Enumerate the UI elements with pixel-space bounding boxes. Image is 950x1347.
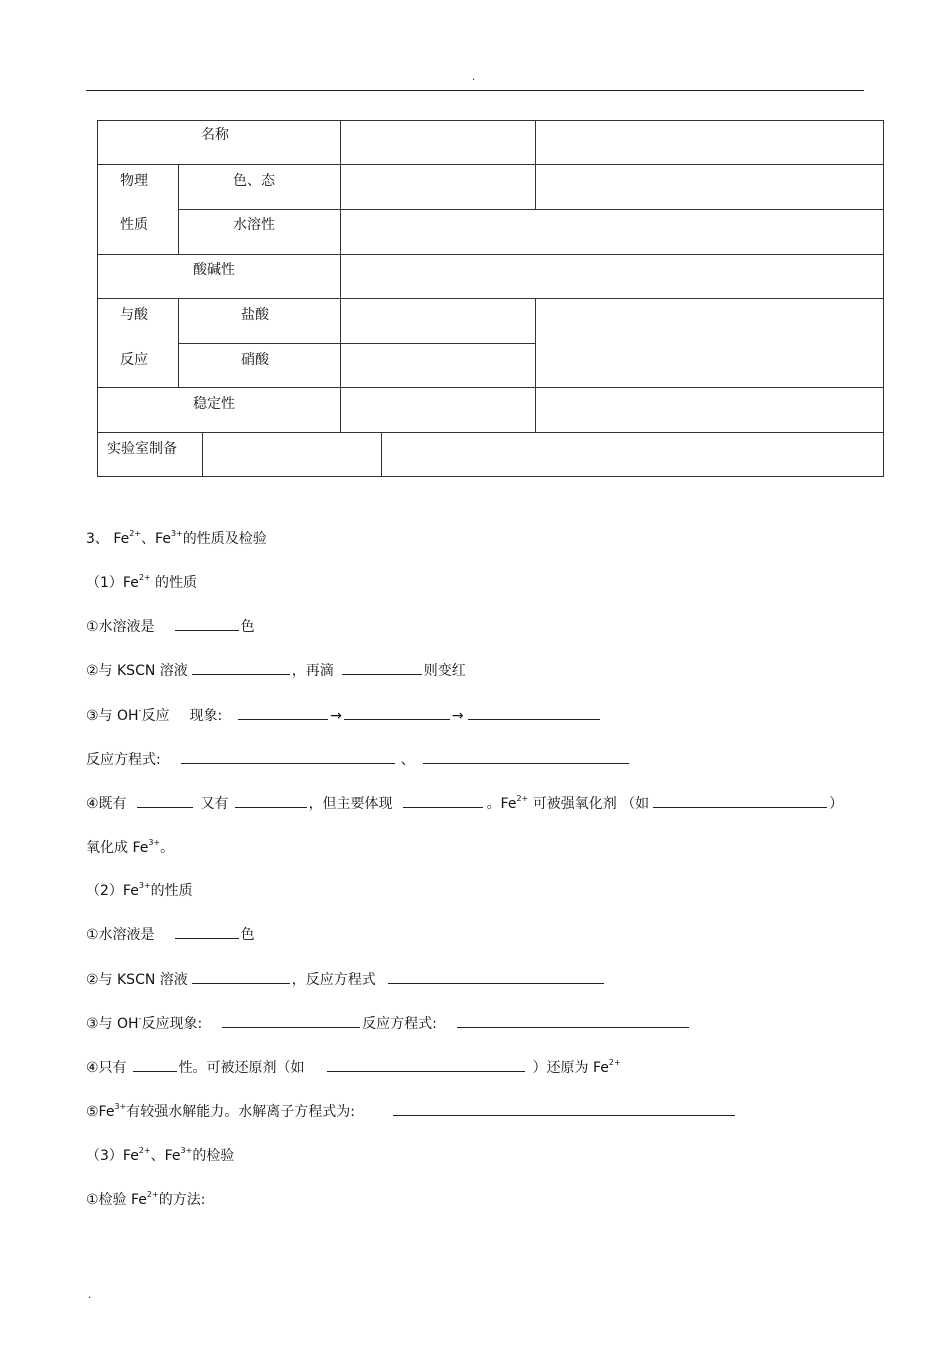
fe3-line-2 [86, 969, 606, 991]
row-line [97, 164, 884, 165]
fe2-l2-b: ，再滴 [291, 663, 334, 679]
blank-field[interactable] [653, 793, 827, 808]
fe3-l5-b: 有较强水解能力。水解离子方程式为: [126, 1104, 355, 1120]
detect-heading-c: 的检验 [192, 1148, 235, 1164]
blank-field[interactable] [457, 1013, 689, 1028]
fe2-heading [86, 572, 197, 594]
fe3-heading-a: （2）Fe [86, 883, 139, 899]
fe2-l3-a: ③与 OH [86, 708, 139, 724]
fe3-heading-sup: 3+ [138, 881, 151, 890]
blank-field[interactable] [181, 749, 395, 764]
fe3-l1-a: ①水溶液是 [86, 927, 155, 943]
fe3-l1-b: 色 [240, 927, 255, 943]
fe2-l3-sup: - [138, 706, 142, 715]
fe3-line-4 [86, 1057, 621, 1079]
cell-physical-1: 物理 [120, 173, 148, 189]
cell-name: 名称 [201, 127, 229, 143]
detect-heading-sup1: 2+ [138, 1146, 151, 1155]
cell-lab-prep: 实验室制备 [107, 441, 177, 457]
cell-hno3: 硝酸 [241, 352, 269, 368]
fe3-l4-sup: 2+ [608, 1058, 621, 1067]
cell-with-acid-2: 反应 [120, 352, 148, 368]
fe2-line-6 [86, 837, 174, 859]
fe2-l5-f: ） [829, 796, 844, 812]
detect-l1-a: ①检验 Fe [86, 1192, 147, 1208]
section3-title-a: 3、 Fe [86, 531, 130, 547]
detect-heading-a: （3）Fe [86, 1148, 139, 1164]
blank-field[interactable] [468, 705, 600, 720]
blank-field[interactable] [192, 660, 290, 675]
fe2-l2-a: ②与 KSCN 溶液 [86, 663, 188, 679]
fe2-l2-c: 则变红 [423, 663, 466, 679]
detect-heading-sup2: 3+ [180, 1146, 193, 1155]
fe2-l5-b: 又有 [200, 796, 229, 812]
col-line [535, 120, 536, 210]
detect-l1-b: 的方法: [158, 1192, 206, 1208]
table-border-top [97, 120, 884, 121]
arrow-1: → [330, 708, 342, 724]
fe3-l2-b: ，反应方程式 [291, 972, 376, 988]
arrow-2: → [451, 708, 464, 724]
blank-field[interactable] [175, 616, 239, 631]
row-line [97, 298, 884, 299]
fe2-l1-a: ①水溶液是 [86, 619, 155, 635]
detect-heading-b: 、Fe [150, 1148, 181, 1164]
col-line [535, 298, 536, 432]
fe2-l3-c: 现象: [189, 708, 223, 724]
fe3-line-1 [86, 924, 255, 946]
fe2-l4-a: 反应方程式: [86, 752, 161, 768]
col-line [202, 432, 203, 477]
fe3-l4-b: 性。可被还原剂（如 [178, 1060, 305, 1076]
fe2-l4-b: 、 [400, 752, 415, 768]
section3-title [86, 528, 267, 550]
blank-field[interactable] [344, 705, 450, 720]
fe3-l4-a: ④只有 [86, 1060, 127, 1076]
blank-field[interactable] [393, 1101, 735, 1116]
blank-field[interactable] [388, 969, 604, 984]
fe2-l5-sup: 2+ [516, 794, 529, 803]
col-line [340, 120, 341, 432]
row-line [97, 254, 884, 255]
detect-heading [86, 1145, 234, 1167]
fe3-l4-c: ）还原为 Fe [532, 1060, 609, 1076]
section3-title-b: 、Fe [141, 531, 171, 547]
blank-field[interactable] [175, 924, 239, 939]
detect-line-1 [86, 1189, 205, 1211]
blank-field[interactable] [137, 793, 193, 808]
fe3-l3-sup: - [138, 1014, 142, 1023]
section3-title-c: 的性质及检验 [182, 531, 267, 547]
fe3-l3-b: 反应现象: [141, 1016, 203, 1032]
blank-field[interactable] [423, 749, 629, 764]
fe2-l5-e: 可被强氧化剂 （如 [528, 796, 650, 812]
fe2-line-1 [86, 616, 255, 638]
blank-field[interactable] [327, 1057, 525, 1072]
section3-title-sup1: 2+ [129, 529, 142, 538]
blank-field[interactable] [403, 793, 483, 808]
header-dot: . [472, 72, 476, 83]
property-table [0, 0, 950, 500]
fe2-l1-b: 色 [240, 619, 255, 635]
cell-physical-2: 性质 [120, 217, 148, 233]
cell-with-acid-1: 与酸 [120, 307, 148, 323]
blank-field[interactable] [235, 793, 307, 808]
fe2-l5-d: 。Fe [486, 796, 517, 812]
fe2-l5-a: ④既有 [86, 796, 127, 812]
fe3-line-5 [86, 1101, 737, 1123]
fe2-line-3 [86, 705, 602, 727]
fe3-l3-a: ③与 OH [86, 1016, 139, 1032]
cell-hcl: 盐酸 [241, 307, 269, 323]
detect-l1-sup: 2+ [146, 1190, 159, 1199]
col-line [178, 164, 179, 254]
blank-field[interactable] [222, 1013, 360, 1028]
footer-dot: . [88, 1290, 92, 1301]
section3-title-sup2: 3+ [170, 529, 183, 538]
fe3-l5-a: ⑤Fe [86, 1104, 115, 1120]
col-line [381, 432, 382, 477]
fe2-line-5 [86, 793, 843, 815]
fe3-l3-c: 反应方程式: [362, 1016, 437, 1032]
fe2-heading-sup: 2+ [138, 573, 151, 582]
fe2-l6-sup: 3+ [148, 838, 161, 847]
row-line [97, 387, 884, 388]
fe2-heading-a: （1）Fe [86, 575, 139, 591]
row-line [178, 209, 884, 210]
fe2-line-2 [86, 660, 466, 682]
fe2-l5-c: ，但主要体现 [308, 796, 393, 812]
fe3-heading [86, 880, 193, 902]
blank-field[interactable] [192, 969, 290, 984]
fe3-line-3 [86, 1013, 691, 1035]
fe2-l3-b: 反应 [141, 708, 170, 724]
cell-acidity: 酸碱性 [193, 262, 235, 278]
cell-stability: 稳定性 [193, 396, 235, 412]
cell-color-state: 色、态 [233, 173, 275, 189]
fe2-line-4 [86, 749, 631, 771]
fe3-l5-sup: 3+ [114, 1102, 127, 1111]
blank-field[interactable] [238, 705, 328, 720]
blank-field[interactable] [133, 1057, 177, 1072]
col-line [178, 298, 179, 387]
fe2-l6-b: 。 [160, 840, 175, 856]
fe3-heading-b: 的性质 [150, 883, 193, 899]
fe3-l2-a: ②与 KSCN 溶液 [86, 972, 188, 988]
row-line [178, 343, 535, 344]
cell-solubility: 水溶性 [233, 217, 275, 233]
fe2-l6-a: 氧化成 Fe [86, 840, 149, 856]
table-border-bottom [97, 476, 884, 477]
blank-field[interactable] [342, 660, 422, 675]
row-line [97, 432, 884, 433]
fe2-heading-b: 的性质 [150, 575, 198, 591]
